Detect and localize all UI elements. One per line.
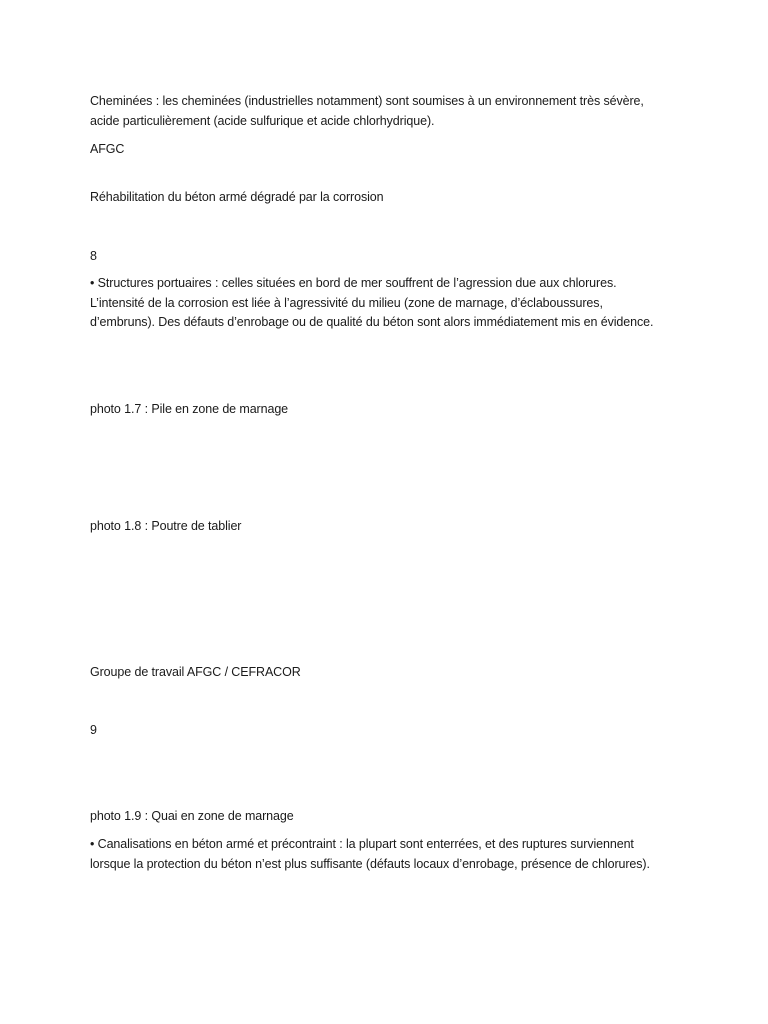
photo-caption-1-7: photo 1.7 : Pile en zone de marnage <box>90 402 289 416</box>
page-number: 9 <box>90 723 97 737</box>
working-group-label: Groupe de travail AFGC / CEFRACOR <box>90 665 301 679</box>
text-line: d’embruns). Des défauts d’enrobage ou de qualité du béton sont alors immédiatement mis en évidence. <box>90 315 654 329</box>
text-line: • Structures portuaires : celles situées en bord de mer souffrent de l’agression due aux chlorures. <box>90 276 617 290</box>
header-org: AFGC <box>90 142 125 156</box>
paragraph-pipes <box>90 835 710 874</box>
paragraph-port-structures <box>90 274 710 333</box>
header-title: Réhabilitation du béton armé dégradé par la corrosion <box>90 190 384 204</box>
text-line: • Canalisations en béton armé et précontraint : la plupart sont enterrées, et des ruptures surviennent <box>90 837 634 851</box>
photo-caption-1-9: photo 1.9 : Quai en zone de marnage <box>90 809 294 823</box>
photo-caption-1-8: photo 1.8 : Poutre de tablier <box>90 519 242 533</box>
text-line: acide particulièrement (acide sulfurique et acide chlorhydrique). <box>90 113 435 128</box>
text-line: Cheminées : les cheminées (industrielles notamment) sont soumises à un environnement très sévère, <box>90 94 644 108</box>
text-line: lorsque la protection du béton n’est plus suffisante (défauts locaux d’enrobage, présence de chlorures). <box>90 856 650 871</box>
paragraph-chimneys <box>90 92 710 131</box>
text-line: L’intensité de la corrosion est liée à l’agressivité du milieu (zone de marnage, d’éclaboussures, <box>90 295 603 310</box>
page-number: 8 <box>90 249 97 263</box>
